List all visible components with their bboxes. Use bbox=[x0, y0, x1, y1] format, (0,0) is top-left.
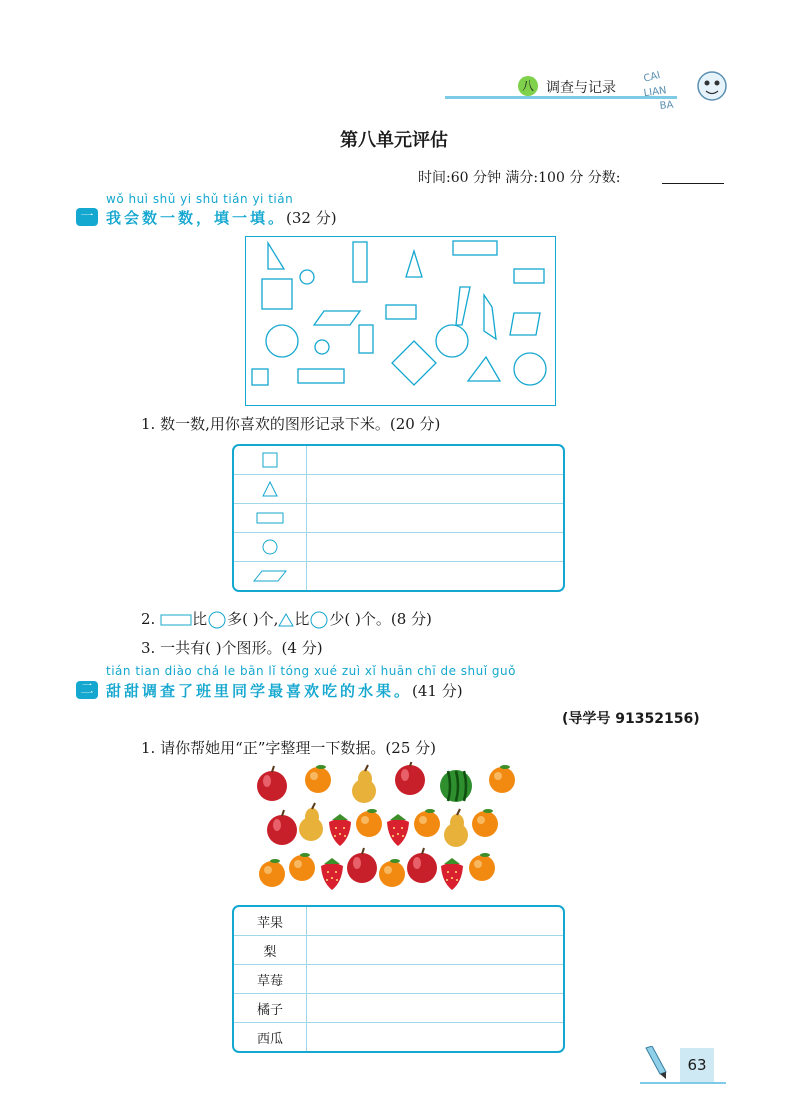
strawberry-icon bbox=[321, 858, 343, 890]
triangle-icon bbox=[278, 612, 294, 628]
table-row bbox=[234, 965, 563, 994]
triangle-shape bbox=[268, 243, 284, 269]
parallelogram-shape bbox=[314, 311, 360, 325]
reference-number: (导学号 91352156) bbox=[562, 711, 700, 727]
tally-input[interactable] bbox=[307, 475, 563, 504]
rectangle-shape bbox=[386, 305, 416, 319]
section2-pinyin: tián tian diào chá le bān lǐ tóng xué zuì xǐ huān chī de shuǐ guǒ bbox=[106, 664, 516, 678]
rectangle-shape bbox=[353, 242, 367, 282]
rectangle-icon bbox=[255, 510, 285, 526]
square-shape bbox=[392, 341, 436, 385]
fruit-label-apple: 苹果 bbox=[234, 907, 307, 936]
triangle-shape bbox=[468, 357, 500, 381]
strawberry-icon bbox=[441, 858, 463, 890]
fruit-label-watermelon: 西瓜 bbox=[234, 1023, 307, 1051]
table-row bbox=[234, 562, 563, 590]
tally-input[interactable] bbox=[307, 907, 563, 936]
page-number: 63 bbox=[680, 1048, 714, 1082]
footer-rule bbox=[640, 1082, 726, 1084]
mascot-text-cai: CAI bbox=[642, 70, 662, 85]
q2-prefix: 2. bbox=[141, 610, 156, 628]
orange-icon bbox=[305, 765, 331, 793]
section1-question2 bbox=[141, 608, 432, 629]
circle-icon bbox=[260, 539, 280, 555]
tally-input[interactable] bbox=[307, 504, 563, 533]
tally-input[interactable] bbox=[307, 1023, 563, 1051]
rectangle-icon bbox=[160, 613, 192, 627]
orange-icon bbox=[414, 809, 440, 837]
orange-icon bbox=[472, 809, 498, 837]
section2-number: 二 bbox=[76, 681, 98, 699]
q2-word-bi-2: 比 bbox=[294, 610, 310, 628]
table-row bbox=[234, 475, 563, 504]
table-row bbox=[234, 936, 563, 965]
section2-title bbox=[106, 680, 463, 701]
tally-input[interactable] bbox=[307, 562, 563, 590]
circle-shape bbox=[300, 270, 314, 284]
triangle-shape bbox=[456, 287, 470, 325]
mascot-text-ba: BA bbox=[659, 99, 674, 113]
apple-icon bbox=[257, 766, 287, 801]
rectangle-shape bbox=[298, 369, 344, 383]
circle-icon bbox=[309, 611, 329, 629]
q2-less-blank: 少( )个。(8 分) bbox=[329, 610, 432, 628]
circle-shape bbox=[436, 325, 468, 357]
square-shape bbox=[262, 279, 292, 309]
fruit-label-orange: 橘子 bbox=[234, 994, 307, 1023]
circle-shape bbox=[514, 353, 546, 385]
orange-icon bbox=[289, 853, 315, 881]
table-row bbox=[234, 1023, 563, 1051]
strawberry-icon bbox=[329, 814, 351, 846]
section2-question1: 1. 请你帮她用“正”字整理一下数据。(25 分) bbox=[141, 739, 436, 757]
pear-icon bbox=[299, 803, 323, 841]
square-shape bbox=[252, 369, 268, 385]
table-row bbox=[234, 994, 563, 1023]
fruit-tally-table bbox=[232, 905, 565, 1053]
square-icon bbox=[260, 452, 280, 468]
page-title: 第八单元评估 bbox=[340, 130, 448, 151]
apple-icon bbox=[267, 810, 297, 845]
exam-info: 时间:60 分钟 满分:100 分 分数: bbox=[418, 170, 621, 186]
tally-input[interactable] bbox=[307, 936, 563, 965]
table-row bbox=[234, 907, 563, 936]
table-row bbox=[234, 446, 563, 475]
section1-title bbox=[106, 207, 337, 228]
rectangle-shape bbox=[514, 269, 544, 283]
apple-icon bbox=[407, 848, 437, 883]
section1-title-text: 我会数一数，填一填。 bbox=[106, 209, 287, 227]
orange-icon bbox=[489, 765, 515, 793]
fruit-drawing bbox=[250, 762, 550, 894]
section1-points: (32 分) bbox=[286, 209, 337, 227]
strawberry-icon bbox=[387, 814, 409, 846]
orange-icon bbox=[469, 853, 495, 881]
circle-icon bbox=[207, 611, 227, 629]
fruit-label-pear: 梨 bbox=[234, 936, 307, 965]
apple-icon bbox=[347, 848, 377, 883]
score-blank bbox=[662, 183, 724, 184]
apple-icon bbox=[395, 762, 425, 795]
rectangle-shape bbox=[453, 241, 497, 255]
tally-input[interactable] bbox=[307, 994, 563, 1023]
section1-pinyin: wǒ huì shǔ yi shǔ tián yi tián bbox=[106, 192, 294, 206]
q2-word-bi: 比 bbox=[192, 610, 208, 628]
mascot-logo bbox=[640, 58, 732, 114]
orange-icon bbox=[356, 809, 382, 837]
parallelogram-icon bbox=[252, 568, 288, 584]
fruit-label-strawberry: 草莓 bbox=[234, 965, 307, 994]
q2-more-blank: 多( )个, bbox=[227, 610, 279, 628]
pear-icon bbox=[444, 809, 468, 847]
table-row bbox=[234, 504, 563, 533]
circle-shape bbox=[266, 325, 298, 357]
section1-question3: 3. 一共有( )个图形。(4 分) bbox=[141, 639, 323, 657]
tally-input[interactable] bbox=[307, 533, 563, 562]
watermelon-icon bbox=[440, 770, 472, 802]
circle-shape bbox=[315, 340, 329, 354]
pear-icon bbox=[352, 765, 376, 803]
shapes-panel bbox=[245, 236, 556, 406]
unit-title: 调查与记录 bbox=[546, 80, 616, 96]
pencil-icon bbox=[640, 1046, 670, 1080]
table-row bbox=[234, 533, 563, 562]
section2-title-text: 甜甜调查了班里同学最喜欢吃的水果。 bbox=[106, 682, 413, 700]
orange-icon bbox=[379, 859, 405, 887]
section2-points: (41 分) bbox=[412, 682, 463, 700]
section1-number: 一 bbox=[76, 208, 98, 226]
section1-question1: 1. 数一数,用你喜欢的图形记录下米。(20 分) bbox=[141, 415, 441, 433]
fruit-picture bbox=[250, 762, 550, 894]
shapes-drawing bbox=[246, 237, 555, 405]
parallelogram-shape bbox=[484, 295, 496, 339]
rectangle-shape bbox=[359, 325, 373, 353]
tally-input[interactable] bbox=[307, 965, 563, 994]
unit-badge: 八 bbox=[518, 76, 538, 96]
orange-icon bbox=[259, 859, 285, 887]
triangle-shape bbox=[406, 251, 422, 277]
mascot-text-lian: LIAN bbox=[643, 85, 668, 100]
triangle-icon bbox=[260, 481, 280, 497]
shape-tally-table bbox=[232, 444, 565, 592]
tally-input[interactable] bbox=[307, 446, 563, 475]
parallelogram-shape bbox=[510, 313, 540, 335]
